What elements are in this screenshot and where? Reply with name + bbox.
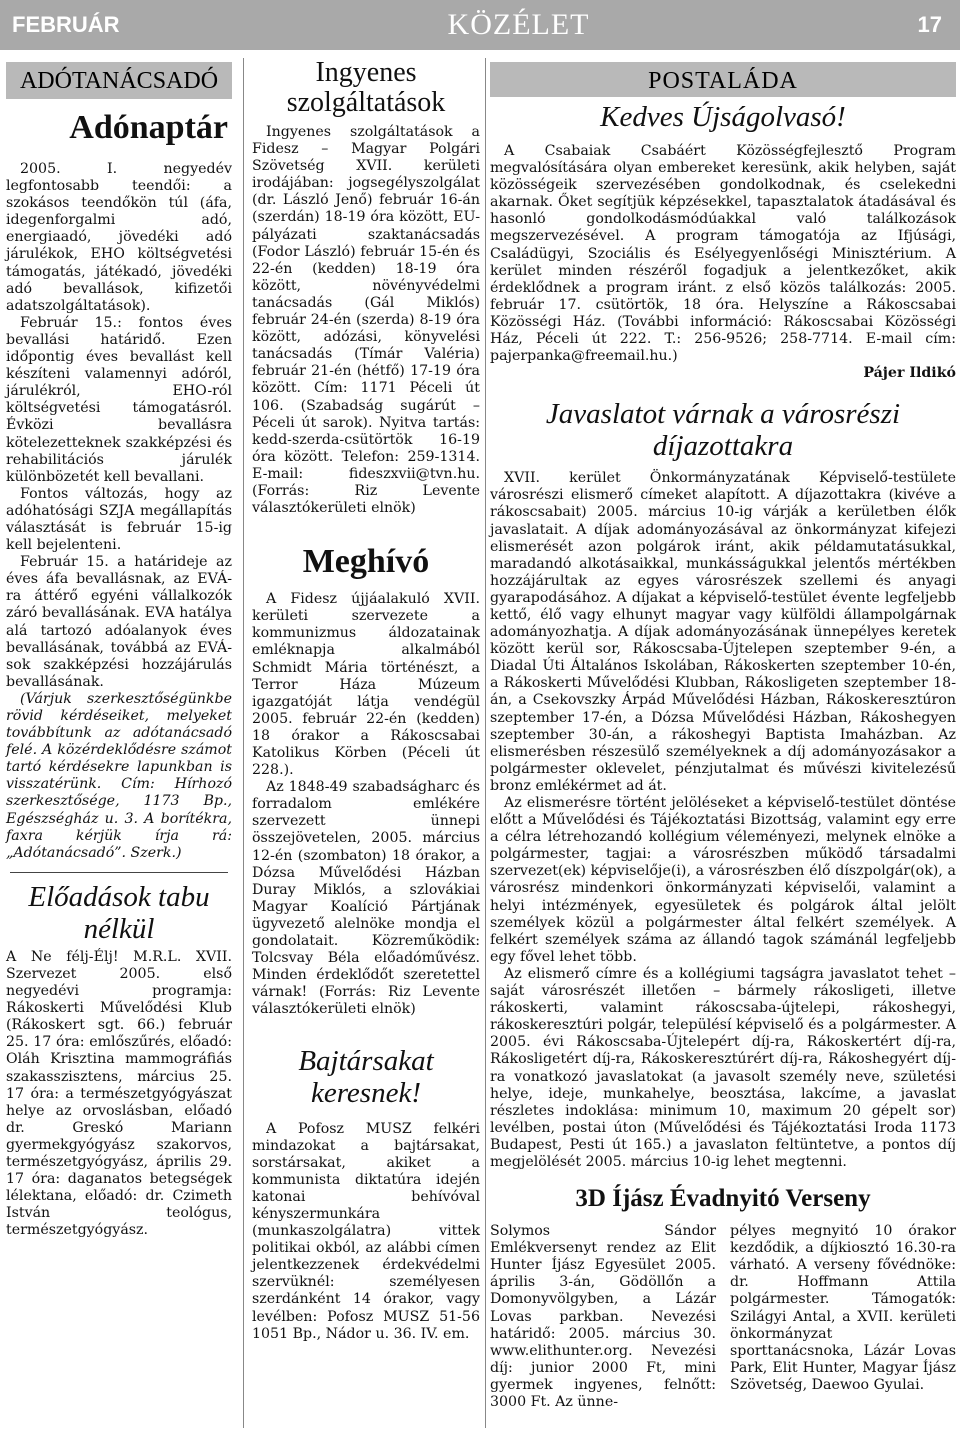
article-paragraph: 2005. I. negyedév legfontosabb teendői: a szokásos teendőkön túl (áfa, idegenforgalmi adó, energiaadó, jövedéki adó járulékok, EHO költségvetési támogatás, játékadó, jövedéki adó bevallások, kifizetői adatszolgáltatások). [6,161,232,314]
article-paragraph: Solymos Sándor Emlékversenyt rendez az Elit Hunter Íjász Egyesület 2005. április 3-án, Gödöllőn a Domonyvölgyben, a Lázár Lovas parkban. Nevezési határidő: 2005. március 30. www.elithunter.org. Nevezési díj: junior 2000 Ft, mini gyermek ingyenes, felnőtt: 3000 Ft. Az ünne- [490,1223,716,1410]
article-title: Előadások tabu nélkül [28,880,210,945]
article-paragraph: A Pofosz MUSZ felkéri mindazokat a bajtársakat, sorstársakat, akiket a kommunista diktatúra idején katonai behívóval kényszermunkára (munkaszolgálatra) vittek politikai okból, az alábbi címen jelentkezzenek érdekvédelmi szervüknél: személyesen szerdánként 14 órakor, vagy levélben: Pofosz MUSZ 51-56 1051 Bp., Nádor u. 36. IV. em. [252,1120,480,1342]
header-month: FEBRUÁR [12,12,120,37]
column-postalada [484,58,960,1411]
separator [10,872,228,873]
column-adotanacsado [0,58,238,1239]
article-title: Kedves Újságolvasó! [600,101,846,133]
article-paragraph: A Fidesz újjáalakuló XVII. kerületi szervezete a kommunizmus áldozatainak emléknapja alkalmából Schmidt Mária történészt, a Terror Háza Múzeum igazgatóját látja vendégül 2005. február 22-én (kedden) 18 órakor a Rákoscsabai Katolikus Körben (Péceli út 228.). [252,591,480,779]
header-section: KÖZÉLET [447,8,590,41]
article-title: Meghívó [302,543,430,581]
article-paragraph: Ingyenes szolgáltatások a Fidesz – Magyar Polgári Szövetség XVII. kerületi irodájában: jogsegélyszolgálat (dr. László Jenő) február 16-án (szerdán) 18-19 óra között, EU-pályázati szaktanácsadás (Fodor László) február 15-én és 22-én (kedden) 18-19 óra között, növényvédelmi tanácsadás (Gál Miklós) február 24-én (szerda) 8-19 óra között, adózási, könyvelési tanácsadás (Tímár Valéria) február 21-én (hétfő) 17-19 óra között. Cím: 1171 Péceli út 106. (Szabadság sugárút – Péceli út sarok). Nyitva tartás: kedd-szerda-csütörtök 16-19 óra között. Telefon: 259-1314. E-mail: fideszxvii@tvn.hu. (Forrás: Riz Levente választókerületi elnök) [252,124,480,517]
article-title: Javaslatot várnak a városrészi díjazottakra [545,398,901,463]
article-paragraph: A Csabaiak Csabáért Közösségfejlesztő Program megvalósítására olyan embereket keresünk, akik helyben, saját közösségeik szervezésében gondolkodnak, és cselekedni akarnak. Őket segítjük képzésekkel, tapasztalatok átadásával és hasonló gondolkodásmódúakkal való találkozások megszervezésével. A program támogatója az Ifjúsági, Családügyi, Szociális és Esélyegyenlőségi Minisztérium. A kerület minden részéről fogadjuk a jelentkezőket, akik érdeklődnek a program iránt. z első közös találkozás: 2005. február 17. csütörtök, 18 óra. Helyszíne a Rákoscsabai Közösségi Ház. (További információ: Rákoscsabai Közösségi Ház, Péceli út 222. T.: 256-9526; 258-7714. E-mail cím: pajerpanka@freemail.hu.) [490,143,956,365]
article-title: Bajtársakat keresnek! [298,1044,434,1109]
article-title: 3D Íjász Évadnyitó Verseny [575,1185,871,1213]
article-paragraph: pélyes megnyitó 10 órakor kezdődik, a díjkiosztó 16.30-ra várható. A verseny fővédnöke: dr. Hoffmann Attila polgármester. Támogatók: Szilágyi Antal, a XVII. kerületi önkormányzat sporttanácsnoka, Lázár Lovas Park, Elit Hunter, Magyar Íjász Szövetség, Daewoo Gyulai. [730,1223,956,1393]
article-paragraph: Az 1848-49 szabadságharc és forradalom emlékére szervezett ünnepi összejövetelen, 2005. március 12-én (szombaton) 18 órakor, a Dózsa Művelődési Házban Duray Miklós, a szlovákiai Magyar Koalíció Pártjának ügyvezető alelnöke mondja el gondolatait. Közreműködik: Tolcsvay Béla előadóművész. Minden érdeklődőt szeretettel várnak! (Forrás: Riz Levente választókerületi elnök) [252,779,480,1018]
article-title: Adónaptár [69,109,228,146]
article-paragraph: A Ne félj-Élj! M.R.L. XVII. Szervezet 2005. első negyedévi programja: Rákoskerti Művelődési Klub (Rákoskert sgt. 66.) február 25. 17 óra: emlőszűrés, előadó: Oláh Krisztina mammográfiás szakasszisztens, március 25. 17 óra: a természetgyógyászat helye az orvoslásban, előadó dr. Greskó Mariann gyermekgyógyász szakorvos, természetgyógyász, április 29. 17 óra: daganatos betegségek lélektana, előadó: dr. Czimeth István teológus, természetgyógyász. [6,948,232,1239]
section-banner: ADÓTANÁCSADÓ [6,62,232,99]
article-paragraph: Február 15.: fontos éves bevallási határidő. Ezen időpontig éves bevallást kell készíteni valamennyi adóról, járulékról, EHO-ról költségvetési támogatásról. Évközi bevallásra kötelezetteknek szakképzési és rehabilitációs járulék különbözetét kell bevallani. [6,314,232,485]
article-paragraph: Február 15. a határideje az éves áfa bevallásnak, az EVÁ-ra áttérő egyéni vállalkozók záró bevallásának. EVA hatálya alá tartozó adóalanyok éves bevallásának, továbbá az EVÁ-sok szakképzési hozzájárulás bevallásának. [6,554,232,690]
page-header [0,0,960,50]
article-paragraph: Az elismerésre történt jelöléseket a képviselő-testület döntése előtt a Művelődési és Tájékoztatási Bizottság, valamint egy erre a célra létrehozandó kollégium véleményezi, melynek elnöke a polgármester, tagjai: a városrészben működő társadalmi szervezet(ek) képviselője(i), a városrészben élő díszpolgár(ok), a városrész mindenkori önkormányzati képviselői, valamint a helyi intézmények, egyesületek és polgárok által jelölt személyek közül a polgármester által felkért személyek. A felkért személyek száma az állandó tagok számánál legfeljebb egy fővel lehet több. [490,795,956,965]
two-column-text [490,1223,956,1411]
column-divider [243,58,244,1428]
section-banner: POSTALÁDA [490,62,956,97]
article-title: Ingyenes szolgáltatások [286,58,446,118]
article-paragraph: (Várjuk szerkesztőségünkbe rövid kérdéseiket, melyeket továbbítunk az adótanácsadó felé. A közérdeklődésre számot tartó kérdésekre lapunkban is visszatérünk. Cím: Hírhozó szerkesztősége, 1173 Bp., Egészségház u. 3. A borítékra, faxra kérjük írja rá: „Adótanácsadó”. Szerk.) [6,690,232,861]
header-page-number: 17 [917,12,942,37]
article-paragraph: Fontos változás, hogy az adóhatósági SZJA megállapítás választását is február 15-ig kell bejelenteni. [6,485,232,554]
author-signature: Pájer Ildikó [863,365,956,382]
article-paragraph: Az elismerő címre és a kollégiumi tagságra javaslatot tehet – saját városrészét illetően – bármely rákosligeti, illetve rákoskerti, valamint rákoscsaba-újtelepi, rákoshegyi, rákoskeresztúri polgár, településí képviselő és a polgármester. A 2005. évi Rákoscsaba-Újtelepért díj-ra, Rákoskertért díj-ra, Rákosligetért díj-ra, Rákoskeresztúrért díj-ra, Rákoshegyért díj-ra vonatkozó javaslatokat (a javasolt személy neve, születési helye, ideje, munkahelye, beosztása, lakcíme, a javaslat részletes indoklása: minimum 10, maximum 20 gépelt sor) levélben, postai úton (Művelődési és Tájékoztatási Iroda 1173 Budapest, Pesti út 165.) a javaslaton feltüntetve, a pontos díj megjelölését 2005. március 10-ig lehet megtenni. [490,965,956,1170]
column-ingyenes [248,58,484,1343]
article-paragraph: XVII. kerület Önkormányzatának Képviselő-testülete városrészi elismerő címeket alapított. A díjazottakra (kivéve a rákoscsabait) 2005. március 10-ig várják a kerületben élők javaslatait. A díjak adományozásával az önkormányzat kifejezi elismerését azon polgárok iránt, akik példamutatásukkal, maradandó alkotásaikkal, munkásságukkal jelentős mértékben hozzájárultak az egyes városrészek szellemi és anyagi gyarapodásához. A díjakat a képviselő-testület évente legfeljebb kettő, élő vagy elhunyt magyar vagy külföldi állampolgárnak adományozhatja. A díjak adományozásának ünnepélyes keretek között kerül sor, Rákoscsaba-Újtelepen szeptember 9-én, a Diadal Úti Általános Iskolában, Rákoskerten szeptember 10-én, a Rákoskerti Művelődési Klubban, Rákosligeten szeptember 18-án, a Csekovszky Árpád Művelődési Házban, Rákoskeresztúron szeptember 17-én, a Dózsa Művelődési Házban, Rákoshegyen szeptember 30-án, a rákoshegyi Baptista Imaházban. Az elismerésben részesülő személyeknek a díj adományozásakor a polgármester oklevelet, pénzjutalmat és művészi kivitelezésű bronz emlékérmet ad át. [490,470,956,794]
